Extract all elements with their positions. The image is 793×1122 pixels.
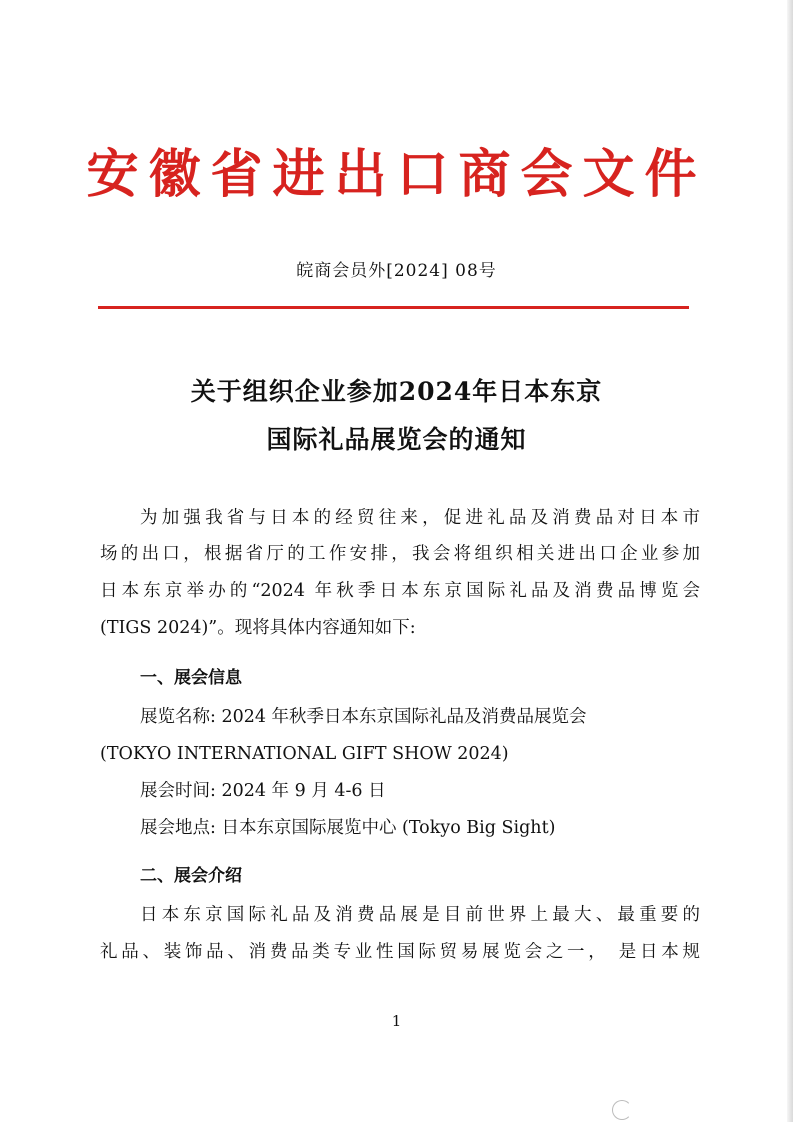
scan-corner-mark	[612, 1100, 632, 1120]
section-1-heading: 一、展会信息	[140, 668, 242, 688]
exhibition-name: 展览名称: 2024 年秋季日本东京国际礼品及消费品展览会	[140, 707, 587, 727]
notice-title-line-1: 关于组织企业参加2024年日本东京	[190, 377, 603, 406]
document-number: 皖商会员外[2024] 08号	[296, 261, 497, 281]
header-divider	[98, 306, 689, 309]
document-header: 安徽省进出口商会文件	[86, 144, 707, 205]
page-number: 1	[391, 1012, 402, 1030]
intro-line-4: (TIGS 2024)”。现将具体内容通知如下:	[100, 618, 416, 638]
exhibition-venue: 展会地点: 日本东京国际展览中心 (Tokyo Big Sight)	[140, 818, 556, 838]
intro-line-3: 日本东京举办的“2024 年秋季日本东京国际礼品及消费品博览会	[100, 581, 700, 601]
intro-line-1: 为加强我省与日本的经贸往来，促进礼品及消费品对日本市	[140, 508, 700, 528]
intro-line-2: 场的出口，根据省厅的工作安排，我会将组织相关进出口企业参加	[100, 544, 700, 564]
section-2-heading: 二、展会介绍	[140, 866, 242, 886]
exhibition-name-english: (TOKYO INTERNATIONAL GIFT SHOW 2024)	[100, 744, 509, 764]
section-2-line-2: 礼品、装饰品、消费品类专业性国际贸易展览会之一， 是日本规	[100, 942, 700, 962]
notice-title-line-2: 国际礼品展览会的通知	[266, 425, 527, 454]
exhibition-time: 展会时间: 2024 年 9 月 4-6 日	[140, 781, 386, 801]
section-2-line-1: 日本东京国际礼品及消费品展是目前世界上最大、最重要的	[140, 905, 700, 925]
